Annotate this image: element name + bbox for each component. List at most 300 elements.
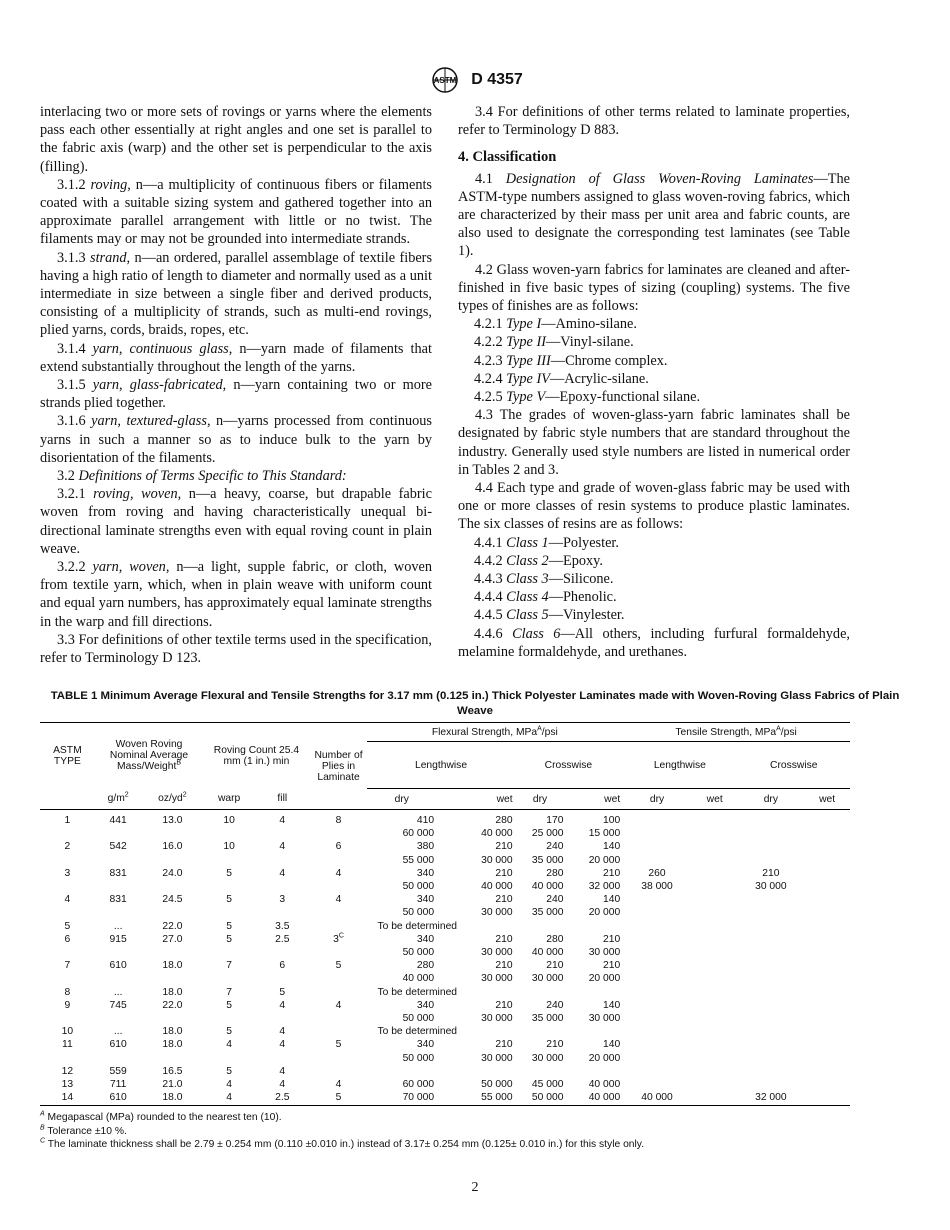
cell-oz: 22.0: [162, 999, 183, 1011]
cell-empty: [95, 854, 142, 867]
cell-flexural: [367, 1065, 436, 1078]
cell-gm2: 610: [109, 1039, 127, 1051]
header-warp: warp: [203, 789, 255, 810]
cell-tensile-psi: [692, 972, 738, 985]
cell-fill: 4: [279, 867, 286, 879]
cell-tensile-psi: [738, 972, 805, 985]
plies-value: 6: [335, 841, 342, 853]
cell-plies: [310, 867, 368, 880]
header-wet: wet: [436, 789, 515, 810]
cell-plies: [310, 1038, 368, 1051]
cell-flexural-psi: 20 000: [588, 907, 621, 919]
cell-type: 14: [40, 1091, 95, 1106]
cell-gm2: 831: [109, 894, 127, 906]
header-tensile: Tensile Strength, MPa$^A$/psi: [622, 723, 850, 742]
cell-warp: 5: [226, 1026, 232, 1038]
cell-plies: [310, 810, 368, 828]
paragraph: 3.4 For definitions of other terms related to laminate properties, refer to Terminology D 883.: [458, 104, 850, 139]
cell-oz: 18.0: [162, 1026, 183, 1038]
cell-type: 1: [64, 815, 71, 826]
cell-flexural: 340: [416, 1039, 435, 1051]
cell-tensile: [738, 893, 805, 906]
cell-empty: [95, 1052, 142, 1065]
defined-term: strand: [90, 249, 127, 266]
cell-empty: [95, 880, 142, 893]
cell-flexural: 280: [495, 815, 513, 826]
cell-gm2: 915: [109, 933, 127, 945]
paragraph: [40, 485, 432, 558]
cell-tensile-psi: [738, 854, 805, 867]
header-dry: dry: [738, 789, 805, 810]
cell-tensile: [692, 1091, 738, 1106]
table-row-psi: [40, 1052, 850, 1065]
cell-tensile-psi: [692, 880, 738, 893]
cell-empty: [95, 906, 142, 919]
cell-empty: [40, 854, 95, 867]
cell-flexural-psi: 30 000: [481, 907, 513, 919]
cell-fill: 4: [279, 1039, 286, 1051]
cell-flexural: 170: [546, 815, 564, 826]
astm-logo-icon: [427, 66, 463, 94]
cell-empty: [255, 906, 310, 919]
paragraph: 4.4 Each type and grade of woven-glass fabric may be used with one or more classes of resin systems to produce plastic laminates. The six classes of resins are as follows:: [458, 480, 850, 533]
cell-gm2: 559: [109, 1065, 127, 1077]
cell-flexural: [565, 1065, 622, 1078]
class-term: Class 5: [506, 607, 549, 624]
class-term: Class 4: [506, 589, 549, 606]
section-number: 4.4.4: [474, 589, 503, 606]
cell-gm2: ...: [113, 920, 123, 932]
cell-flexural-psi: 30 000: [531, 1052, 564, 1064]
cell-empty: [255, 1012, 310, 1025]
table-1: [40, 722, 850, 1106]
defined-term: yarn, continuous glass: [92, 340, 229, 357]
cell-flexural: 210: [495, 960, 513, 972]
cell-tensile-psi: [692, 854, 738, 867]
footnote-mark: A: [40, 1110, 45, 1118]
cell-tensile-psi: 38 000: [641, 881, 673, 893]
table-row: [40, 1091, 850, 1106]
plies-value: 5: [335, 1039, 342, 1051]
cell-flexural-psi: 40 000: [531, 947, 564, 959]
cell-fill: 3: [279, 894, 286, 906]
cell-flexural: 240: [546, 999, 564, 1011]
page-number: 2: [471, 1180, 479, 1195]
cell-tensile-psi: [804, 880, 850, 893]
cell-tensile: [804, 810, 850, 828]
plies-value: 4: [335, 867, 342, 879]
cell-type: 3: [64, 867, 71, 879]
cell-flexural: 240: [546, 894, 564, 906]
cell-tensile: 32 000: [738, 1091, 805, 1106]
paragraph: [458, 170, 850, 261]
cell-empty: [203, 972, 255, 985]
cell-warp: 5: [226, 933, 232, 945]
defined-term: Designation of Glass Woven-Roving Laminates: [505, 170, 814, 187]
type-term: Type V: [506, 389, 546, 406]
header-empty: [40, 789, 95, 810]
left-column: [40, 103, 432, 667]
cell-warp: 10: [223, 815, 235, 826]
cell-empty: [95, 972, 142, 985]
class-text: —Polyester.: [548, 534, 619, 551]
cell-oz: 24.5: [162, 894, 183, 906]
section-number: 3.3: [57, 631, 75, 648]
class-text: —Epoxy.: [548, 552, 603, 569]
paragraph: [40, 631, 432, 667]
cell-flexural: 210: [495, 867, 513, 879]
cell-flexural: 210: [603, 867, 621, 879]
cell-gm2: 610: [95, 1091, 142, 1106]
cell-gm2: 831: [109, 867, 127, 879]
footnote: [40, 1111, 910, 1125]
cell-fill: 4: [279, 841, 286, 853]
section-number: 4.2.4: [474, 370, 503, 387]
cell-flexural: 210: [546, 960, 564, 972]
cell-tensile: [738, 1038, 805, 1051]
table-title: TABLE 1 Minimum Average Flexural and Tensile Strengths for 3.17 mm (0.125 in.) Thick Polyester Laminates made with Woven-Roving Glass Fabrics of Plain Weave: [50, 690, 900, 717]
cell-flexural: 70 000: [367, 1091, 436, 1106]
footnote-text: The laminate thickness shall be 2.79 ± 0.254 mm (0.110 ±0.010 in.) instead of 3.17± 0.254 mm (0.125± 0.010 in.) for this style only.: [47, 1139, 645, 1150]
cell-flexural-psi: 35 000: [531, 854, 564, 866]
cell-oz: 16.0: [162, 841, 183, 853]
list-item: [458, 370, 850, 388]
table-row: [40, 1078, 850, 1091]
cell-plies: [310, 840, 368, 853]
cell-flexural-psi: 30 000: [481, 973, 513, 985]
cell-plies: [310, 986, 368, 999]
cell-flexural: 60 000: [402, 1079, 435, 1091]
table-row-psi: [40, 946, 850, 959]
section-number: 3.1.4: [57, 340, 86, 357]
cell-tensile-psi: [622, 1052, 692, 1065]
section-number: 4.4.1: [474, 534, 503, 551]
cell-tensile: [692, 999, 738, 1012]
defined-term: yarn, woven: [92, 559, 166, 576]
cell-flexural: 40 000: [565, 1091, 622, 1106]
cell-fill: 3.5: [275, 920, 290, 932]
cell-flexural: 410: [416, 815, 435, 826]
cell-empty: [95, 1012, 142, 1025]
cell-tensile-psi: [622, 946, 692, 959]
cell-flexural: 140: [603, 999, 621, 1011]
cell-tensile: [804, 840, 850, 853]
cell-flexural: 210: [495, 894, 513, 906]
cell-empty: [40, 880, 95, 893]
cell-tensile: [804, 959, 850, 972]
cell-tensile: [692, 1078, 738, 1091]
cell-tensile: 40 000: [622, 1091, 692, 1106]
cell-tensile: [622, 1065, 692, 1078]
definition-text: , n—yarn made of filaments that extend substantially throughout the length of the yarns.: [40, 340, 432, 375]
cell-tensile-psi: [622, 1012, 692, 1025]
cell-tensile-psi: 30 000: [755, 881, 787, 893]
footnotes: [40, 1111, 910, 1152]
header-tens-lengthwise: Lengthwise: [622, 742, 737, 789]
cell-fill: 4: [279, 1065, 286, 1077]
cell-warp: 5: [226, 1065, 232, 1077]
cell-flexural: 210: [603, 960, 621, 972]
cell-flexural-psi: 50 000: [402, 881, 435, 893]
cell-tensile: [804, 999, 850, 1012]
section-number: 4.1: [475, 170, 493, 187]
cell-oz: 21.0: [162, 1079, 183, 1091]
type-text: —Vinyl-silane.: [546, 334, 634, 351]
section-number: 4.4.2: [474, 552, 503, 569]
cell-empty: [95, 827, 142, 840]
cell-oz: 18.0: [162, 986, 183, 998]
cell-plies: [310, 920, 368, 933]
cell-tensile-psi: [804, 1052, 850, 1065]
header-wet: wet: [804, 789, 850, 810]
cell-flexural-psi: 40 000: [531, 881, 564, 893]
cell-empty: [142, 880, 204, 893]
cell-empty: [310, 972, 368, 985]
cell-empty: [203, 854, 255, 867]
cell-type: 2: [64, 841, 71, 853]
list-item: [458, 333, 850, 351]
cell-plies: [310, 893, 368, 906]
cell-oz: 13.0: [162, 815, 183, 826]
cell-flexural: 340: [416, 999, 435, 1011]
plies-value: 4: [335, 1079, 342, 1091]
cell-fill: 5: [279, 986, 286, 998]
header-dry: dry: [515, 789, 566, 810]
cell-tensile: [738, 1065, 805, 1078]
cell-plies: [310, 1091, 368, 1106]
table-row: [40, 999, 850, 1012]
footnote: [40, 1125, 910, 1139]
header-flex-crosswise: Crosswise: [515, 742, 623, 789]
cell-flexural: 240: [546, 841, 564, 853]
cell-type: 6: [64, 933, 71, 945]
defined-term: yarn, glass-fabricated: [92, 377, 223, 394]
defined-term: roving: [90, 176, 128, 193]
cell-oz: 22.0: [162, 920, 183, 932]
definition-text: , n—a heavy, coarse, but drapable fabric woven from roving and having characteristically unequal bi-directional laminate strengths even with equal roving count in plain weave.: [40, 486, 432, 557]
cell-flexural-psi: 20 000: [588, 1052, 621, 1064]
table-row: [40, 867, 850, 880]
cell-tensile-psi: [622, 972, 692, 985]
cell-gm2: 441: [109, 815, 127, 826]
cell-fill: 2.5: [255, 1091, 310, 1106]
section-number: 4.2.1: [474, 316, 503, 333]
cell-flexural-psi: 32 000: [588, 881, 621, 893]
header-wet: wet: [692, 789, 738, 810]
cell-empty: [310, 1012, 368, 1025]
list-item: [458, 388, 850, 406]
table-row-psi: [40, 1012, 850, 1025]
cell-tensile: [622, 893, 692, 906]
section-number: 4.4.6: [474, 625, 503, 642]
cell-flexural-psi: 40 000: [481, 881, 513, 893]
cell-tensile: [692, 893, 738, 906]
cell-tensile: [692, 1038, 738, 1051]
type-text: —Amino-silane.: [541, 316, 637, 333]
cell-oz: 27.0: [162, 933, 183, 945]
cell-empty: [203, 827, 255, 840]
table-row-psi: [40, 827, 850, 840]
header-dry: dry: [622, 789, 692, 810]
cell-type: 11: [62, 1039, 73, 1051]
paragraph: interlacing two or more sets of rovings or yarns where the elements pass each other essentially at right angles and one set is parallel to the fabric axis (warp) and the other set is perpendicular to the axis (filling).: [40, 104, 432, 175]
list-item: [458, 625, 850, 661]
section-number: 4.2.3: [474, 352, 503, 369]
cell-tensile: [804, 1065, 850, 1078]
cell-flexural: 50 000: [515, 1091, 566, 1106]
cell-empty: [40, 1012, 95, 1025]
cell-flexural-psi: 50 000: [402, 947, 435, 959]
table-row-psi: [40, 854, 850, 867]
paragraph: [40, 249, 432, 340]
cell-warp: 4: [226, 1039, 232, 1051]
cell-gm2: 542: [109, 841, 127, 853]
footnote-mark: C: [338, 932, 344, 940]
cell-fill: 2.5: [275, 933, 290, 945]
type-term: Type I: [506, 316, 542, 333]
defined-term: roving, woven: [93, 486, 178, 503]
table-row-psi: [40, 880, 850, 893]
paragraph: 4.2 Glass woven-yarn fabrics for laminates are cleaned and after-finished in five basic types of sizing (coupling) systems. The five types of finishes are as follows:: [458, 261, 850, 315]
header-ozyd2: $oz/yd^2$: [142, 789, 204, 810]
cell-empty: [40, 972, 95, 985]
cell-fill: 4: [279, 1026, 286, 1038]
cell-flexural: 40 000: [588, 1079, 621, 1091]
footnote-mark: B: [40, 1124, 45, 1132]
designation: D 4357: [471, 71, 523, 88]
cell-tensile-psi: [622, 906, 692, 919]
cell-tensile-psi: [804, 854, 850, 867]
table-row-psi: [40, 972, 850, 985]
cell-empty: [203, 1012, 255, 1025]
class-text: —Silicone.: [548, 571, 614, 588]
cell-plies: [310, 999, 368, 1012]
cell-tensile: [622, 959, 692, 972]
cell-empty: [310, 827, 368, 840]
type-term: Type II: [506, 334, 546, 351]
section-number: 3.2: [57, 468, 75, 485]
cell-plies: [310, 959, 368, 972]
cell-empty: [310, 880, 368, 893]
footnote: [40, 1138, 910, 1152]
cell-fill: 4: [279, 815, 286, 826]
section-number: 4.2.5: [474, 389, 503, 406]
cell-to-be-determined: To be determined: [377, 986, 458, 998]
cell-flexural: 100: [603, 815, 621, 826]
table-row: [40, 933, 850, 946]
cell-to-be-determined: To be determined: [377, 920, 458, 932]
cell-flexural: 380: [416, 841, 435, 853]
cell-flexural-psi: 15 000: [588, 828, 621, 840]
type-text: —Epoxy-functional silane.: [545, 389, 701, 406]
cell-tensile-psi: [804, 972, 850, 985]
cell-tensile: [804, 867, 850, 880]
cell-tensile-psi: [692, 946, 738, 959]
cell-empty: [255, 880, 310, 893]
cell-empty: [310, 854, 368, 867]
cell-type: 9: [64, 999, 71, 1011]
cell-type: 12: [61, 1065, 74, 1077]
cell-tensile-psi: [738, 946, 805, 959]
cell-tensile: [692, 959, 738, 972]
defined-term: Definitions of Terms Specific to This Standard:: [78, 468, 347, 485]
cell-tensile: [692, 933, 738, 946]
cell-empty: [142, 906, 204, 919]
plies-value: 4: [335, 894, 342, 906]
cell-empty: [142, 854, 204, 867]
cell-empty: [95, 946, 142, 959]
type-term: Type IV: [506, 370, 550, 387]
cell-empty: [203, 1052, 255, 1065]
header-tens-crosswise: Crosswise: [738, 742, 850, 789]
cell-oz: 18.0: [162, 960, 183, 972]
cell-empty: [40, 1052, 95, 1065]
plies-value: 4: [335, 999, 342, 1011]
cell-flexural-psi: 30 000: [588, 947, 621, 959]
cell-gm2: ...: [113, 986, 123, 998]
section-number: 3.1.3: [57, 249, 86, 266]
cell-flexural: [436, 1065, 515, 1078]
paragraph: [40, 376, 432, 412]
header-woven-roving: Woven Roving Nominal Average Mass/Weight$^B$: [95, 723, 204, 789]
header-fill: fill: [255, 789, 310, 810]
type-term: Type III: [506, 352, 551, 369]
cell-flexural-psi: 30 000: [481, 1013, 513, 1025]
cell-tensile-psi: [804, 1012, 850, 1025]
cell-flexural-psi: 30 000: [481, 854, 513, 866]
table-row: [40, 840, 850, 853]
cell-tensile: [804, 1078, 850, 1091]
cell-tensile-psi: [738, 1052, 805, 1065]
cell-flexural-psi: 60 000: [402, 828, 435, 840]
cell-empty: [142, 946, 204, 959]
cell-warp: 5: [226, 867, 232, 879]
paragraph: [40, 467, 432, 485]
list-item: [458, 534, 850, 552]
cell-tensile: [692, 1065, 738, 1078]
cell-flexural: 140: [603, 841, 621, 853]
cell-warp: 5: [226, 920, 232, 932]
cell-tensile-psi: [804, 906, 850, 919]
cell-tensile-psi: [692, 1052, 738, 1065]
cell-oz: 24.0: [162, 867, 183, 879]
cell-empty: [255, 972, 310, 985]
cell-fill: 4: [279, 1079, 286, 1091]
cell-warp: 5: [226, 999, 232, 1011]
cell-tensile: [622, 840, 692, 853]
cell-flexural: 50 000: [481, 1079, 513, 1091]
class-term: Class 6: [512, 625, 561, 642]
definition-text: , n—an ordered, parallel assemblage of textile fibers having a high ratio of length to diameter and normally used as a unit intermediate in size between a single fiber and derived products, consisting of a multiplicity of strands, such as multi-end rovings, plied yarns, cords, braids, ropes, etc.: [40, 249, 433, 339]
cell-flexural-psi: 55 000: [402, 854, 435, 866]
paragraph: [40, 412, 432, 467]
cell-flexural-psi: 25 000: [531, 828, 564, 840]
cell-tensile-psi: [622, 827, 692, 840]
cell-plies: [310, 1025, 368, 1038]
cell-empty: [203, 906, 255, 919]
table-row: [40, 986, 850, 999]
cell-type: 7: [64, 960, 71, 972]
cell-gm2: 711: [109, 1079, 127, 1091]
cell-tensile-psi: [738, 906, 805, 919]
list-item: [458, 315, 850, 333]
cell-tensile-psi: [804, 946, 850, 959]
table-row: [40, 1038, 850, 1051]
definition-text: , n—yarns processed from continuous yarns in such a manner so as to induce bulk to the yarn by disorientation of the filaments.: [40, 413, 432, 466]
cell-flexural: 210: [495, 841, 513, 853]
paragraph: 4.3 The grades of woven-glass-yarn fabric laminates shall be designated by fabric style numbers that are standard throughout the industry. Generally used style numbers are listed in numerical order in Tables 2 and 3.: [458, 407, 850, 478]
cell-flexural-psi: 50 000: [402, 1013, 435, 1025]
